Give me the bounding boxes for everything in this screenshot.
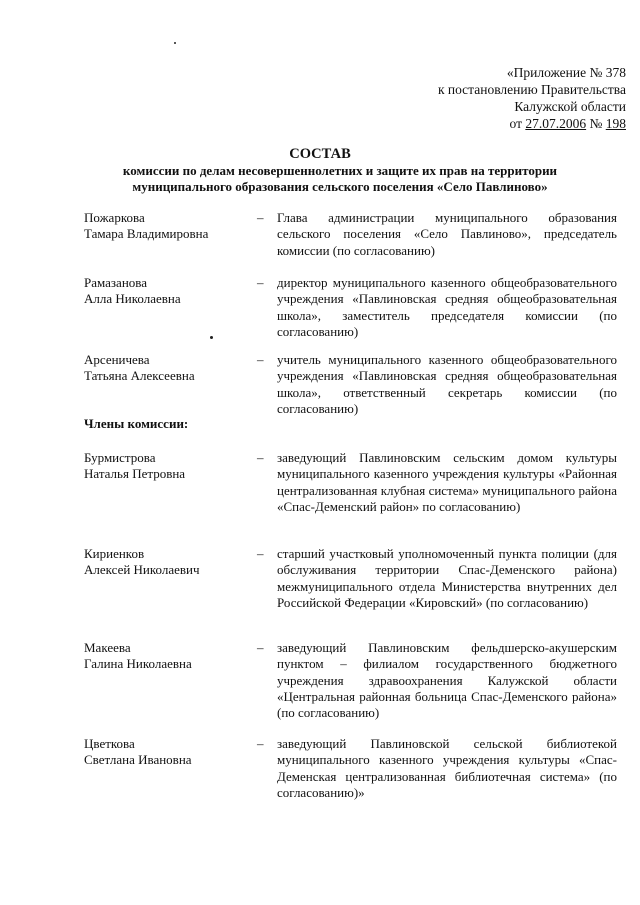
resolution-line: к постановлению Правительства [437, 82, 626, 97]
date-prefix: от [509, 116, 526, 131]
person-name [84, 275, 254, 308]
dash-separator: – [257, 275, 264, 290]
dash-separator: – [257, 352, 264, 367]
dash-separator: – [257, 736, 264, 751]
surname: Арсеничева [84, 352, 150, 367]
surname: Рамазанова [84, 275, 148, 290]
dash-separator: – [257, 450, 264, 465]
date-line [438, 115, 626, 132]
dash-separator: – [257, 210, 264, 225]
surname: Кириенков [84, 546, 145, 561]
subtitle-line-1: комиссии по делам несовершеннолетних и защите их прав на территории [122, 163, 558, 178]
surname: Цветкова [84, 736, 135, 751]
person-name [84, 546, 254, 579]
person-name [84, 352, 254, 385]
person-name [84, 210, 254, 243]
resolution-date: 27.07.2006 [525, 116, 587, 131]
given-names: Галина Николаевна [84, 656, 192, 672]
region-line: Калужской области [514, 99, 626, 114]
given-names: Татьяна Алексеевна [84, 368, 195, 384]
given-names: Алексей Николаевич [84, 562, 200, 578]
role-description: заведующий Павлиновским фельдшерско-акушерским пунктом – филиалом государственного бюджетного учреждения здравоохранения Калужской области «Центральная районная больница Спас-Деменского района» (по согласованию) [277, 640, 617, 721]
subtitle-line-2: муниципального образования сельского поселения «Село Павлиново» [132, 179, 548, 194]
person-name [84, 640, 254, 673]
document-subtitle [60, 163, 620, 195]
given-names: Алла Николаевна [84, 291, 181, 307]
appendix-number-line: «Приложение № 378 [506, 65, 626, 80]
scan-speck [210, 336, 213, 339]
person-name [84, 450, 254, 483]
document-title: СОСТАВ [289, 146, 351, 162]
members-heading: Члены комиссии: [84, 416, 189, 431]
given-names: Тамара Владимировна [84, 226, 209, 242]
role-description: старший участковый уполномоченный пункта полиции (для обслуживания территории Спас-Деменского района) межмуниципального отдела Министерства внутренних дел Российской Федерации «Кировский» (по согласованию) [277, 546, 617, 610]
role-description: Глава администрации муниципального образования сельского поселения «Село Павлиново», председатель комиссии (по согласованию) [277, 210, 617, 258]
dash-separator: – [257, 546, 264, 561]
dash-separator: – [257, 640, 264, 655]
surname: Пожаркова [84, 210, 145, 225]
role-description: учитель муниципального казенного общеобразовательного учреждения «Павлиновская средняя общеобразовательная школа», ответственный секретарь комиссии (по согласованию) [277, 352, 617, 416]
role-description: директор муниципального казенного общеобразовательного учреждения «Павлиновская средняя общеобразовательная школа», заместитель председателя комиссии (по согласованию) [277, 275, 617, 339]
role-description: заведующий Павлиновской сельской библиотекой муниципального казенного учреждения культуры «Спас-Деменская централизованная библиотечная система» (по согласованию)» [277, 736, 617, 800]
surname: Макеева [84, 640, 131, 655]
number-label: № [586, 116, 606, 131]
surname: Бурмистрова [84, 450, 156, 465]
scan-speck [174, 42, 176, 44]
appendix-header [438, 64, 626, 132]
given-names: Наталья Петровна [84, 466, 186, 482]
resolution-number: 198 [605, 116, 626, 131]
role-description: заведующий Павлиновским сельским домом культуры муниципального казенного учреждения культуры «Районная централизованная клубная система» муниципального района «Спас-Деменский район» по согласованию) [277, 450, 617, 514]
given-names: Светлана Ивановна [84, 752, 192, 768]
person-name [84, 736, 254, 769]
